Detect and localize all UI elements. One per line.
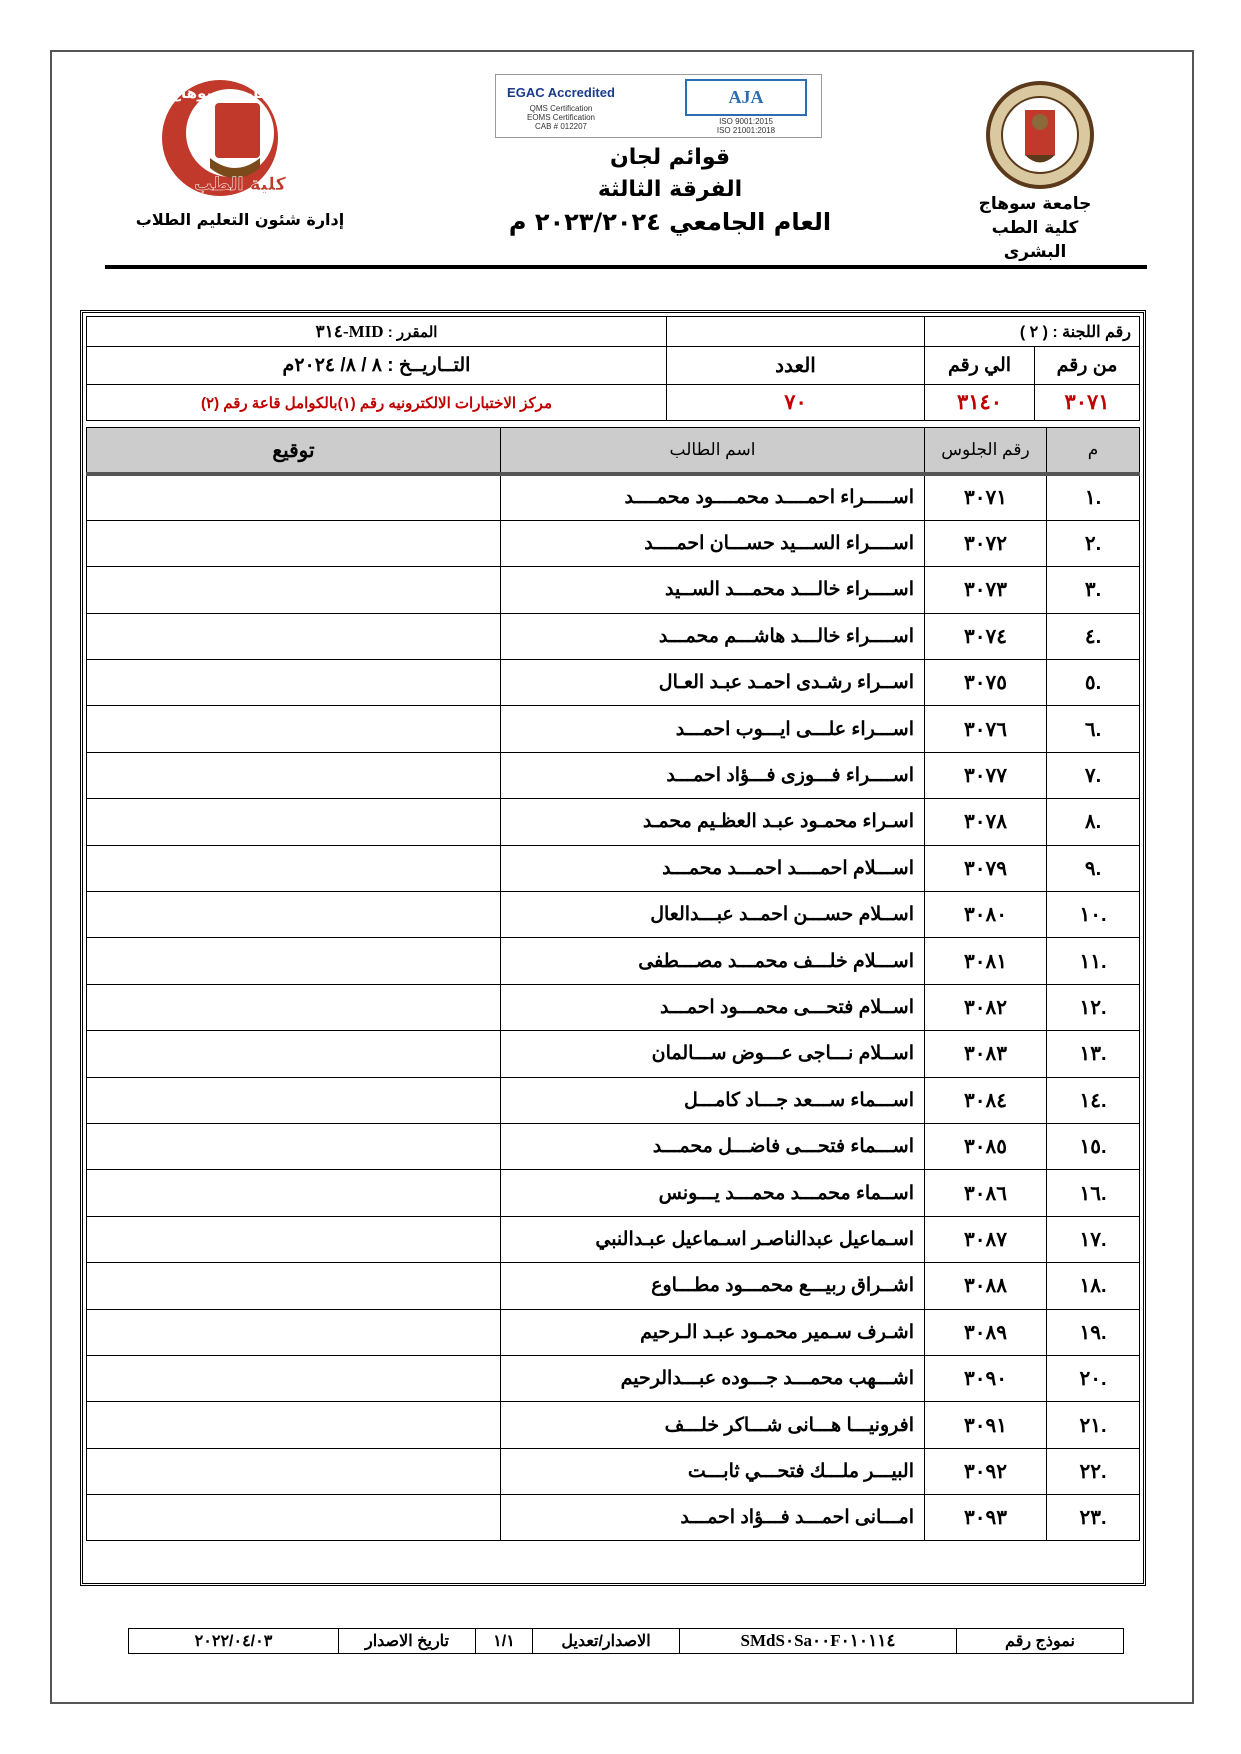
signature-cell [87,1448,501,1494]
table-row [87,660,1140,706]
signature-cell [87,1216,501,1262]
title-line1: قوائم لجان [609,145,731,170]
table-row [87,520,1140,566]
exam-date: التــاريــخ : ٨ / ٨/ ٢٠٢٤م [87,347,667,385]
table-row [87,1077,1140,1123]
seat-number: ٣٠٧٩ [925,845,1047,891]
seat-number: ٣٠٩٠ [925,1355,1047,1401]
student-name: اســراء رشـدى احمـد عبـد العـال [501,660,925,706]
college-label: كلية الطب البشرى [991,218,1079,262]
form-footer [128,1628,1124,1654]
signature-cell [87,1123,501,1169]
seat-number: ٣٠٩١ [925,1402,1047,1448]
seat-number: ٣٠٨٢ [925,984,1047,1030]
table-row [87,752,1140,798]
student-name: البيـــر ملـــك فتحـــي ثابـــت [501,1448,925,1494]
table-row [87,567,1140,613]
row-index: .١٣ [1047,1031,1140,1077]
student-name: اســــراء خالـــد هاشـــم محمـــد [501,613,925,659]
table-header-row [87,428,1140,475]
table-row [87,938,1140,984]
university-label: جامعة سوهاج [978,194,1092,214]
col-signature: توقيع [87,428,501,475]
from-value: ٣٠٧١ [1035,385,1140,421]
student-name: اســماء محمـــد محمـــد يـــونس [501,1170,925,1216]
row-index: .١٠ [1047,892,1140,938]
table-row [87,706,1140,752]
committee-sheet [80,310,1146,1586]
signature-cell [87,1309,501,1355]
table-row [87,892,1140,938]
signature-cell [87,660,501,706]
version-value: ١/١ [476,1629,533,1654]
blank-cell [667,317,925,347]
department-name: إدارة شئون التعليم الطلاب [135,210,345,229]
seat-number: ٣٠٧٣ [925,567,1047,613]
signature-cell [87,567,501,613]
signature-cell [87,1077,501,1123]
to-label: الي رقم [925,347,1035,385]
egac-sub2: EOMS Certification [526,113,596,122]
table-row [87,1448,1140,1494]
fac-logo-text1: جامعة سوهاج [170,84,270,102]
aja-sub1: ISO 9001:2015 [719,117,773,126]
table-row [87,1495,1140,1541]
table-row [87,1263,1140,1309]
student-name: اســلام فتحـــى محمـــود احمـــد [501,984,925,1030]
course-code: MID-٣١٤ [315,321,384,341]
student-name: اشــراق ربيـــع محمـــود مطـــاوع [501,1263,925,1309]
student-name: اســـــراء احمــــد محمــــود محمــــد [501,474,925,520]
course-label: المقرر : [387,323,438,341]
aja-text: AJA [728,87,764,107]
row-index: .١١ [1047,938,1140,984]
seat-number: ٣٠٨٠ [925,892,1047,938]
egac-sub1: QMS Certification [529,104,593,113]
seat-number: ٣٠٨٤ [925,1077,1047,1123]
egac-sub3: CAB # 012207 [534,122,588,131]
egac-text: EGAC Accredited [507,85,615,100]
student-name: اســـراء علـــى ايـــوب احمـــد [501,706,925,752]
student-name: امـــانى احمـــد فـــؤاد احمـــد [501,1495,925,1541]
signature-cell [87,520,501,566]
student-name: اســلام نـــاجى عـــوض ســـالمان [501,1031,925,1077]
row-index: .٢١ [1047,1402,1140,1448]
seat-number: ٣٠٨١ [925,938,1047,984]
signature-cell [87,1031,501,1077]
seat-number: ٣٠٨٥ [925,1123,1047,1169]
form-number-label: نموذج رقم [957,1629,1124,1654]
student-name: اســـلام احمــــد احمـــد محمـــد [501,845,925,891]
table-row [87,1123,1140,1169]
row-index: .٢٠ [1047,1355,1140,1401]
table-row [87,1031,1140,1077]
committee-info-table [86,316,1140,421]
seat-number: ٣٠٧٧ [925,752,1047,798]
student-name: اســــراء فـــوزى فـــؤاد احمـــد [501,752,925,798]
signature-cell [87,1355,501,1401]
signature-cell [87,1495,501,1541]
table-row [87,1170,1140,1216]
row-index: .٢٣ [1047,1495,1140,1541]
student-name: اســـلام خلـــف محمـــد مصـــطفى [501,938,925,984]
university-name [960,192,1110,264]
course-cell [87,317,667,347]
signature-cell [87,845,501,891]
student-name: اســلام حســـن احمــد عبـــدالعال [501,892,925,938]
table-row [87,1309,1140,1355]
row-index: .٦ [1047,706,1140,752]
student-name: اسـماعيل عبدالناصـر اسـماعيل عبـدالنبي [501,1216,925,1262]
table-row [87,1402,1140,1448]
signature-cell [87,1170,501,1216]
table-row [87,474,1140,520]
col-student-name: اسم الطالب [501,428,925,475]
student-name: اســــراء خالـــد محمـــد الســيد [501,567,925,613]
student-name: اســـماء فتحـــى فاضـــل محمـــد [501,1123,925,1169]
students-table [86,427,1140,1541]
signature-cell [87,984,501,1030]
seat-number: ٣٠٨٧ [925,1216,1047,1262]
header-divider [105,265,1147,269]
row-index: .١٩ [1047,1309,1140,1355]
student-name: اســـماء ســـعد جـــاد كامـــل [501,1077,925,1123]
certification-badges [495,74,822,138]
university-logo [985,80,1095,190]
faculty-logo [120,78,320,198]
form-code: SMdS٠Sa٠٠F٠١٠١١٤ [680,1629,957,1654]
row-index: .١٤ [1047,1077,1140,1123]
table-row [87,613,1140,659]
committee-number: رقم اللجنة : ( ٢ ) [925,317,1140,347]
student-rows [87,474,1140,1541]
row-index: .٩ [1047,845,1140,891]
signature-cell [87,752,501,798]
table-row [87,1355,1140,1401]
issue-date-value: ٢٠٢٢/٠٤/٠٣ [129,1629,339,1654]
row-index: .٢ [1047,520,1140,566]
signature-cell [87,938,501,984]
seat-number: ٣٠٧٤ [925,613,1047,659]
row-index: .٤ [1047,613,1140,659]
col-index: م [1047,428,1140,475]
row-index: .١ [1047,474,1140,520]
table-row [87,799,1140,845]
seat-number: ٣٠٩٣ [925,1495,1047,1541]
seat-number: ٣٠٧٢ [925,520,1047,566]
issue-date-label: تاريخ الاصدار [339,1629,476,1654]
to-value: ٣١٤٠ [925,385,1035,421]
signature-cell [87,706,501,752]
row-index: .١٥ [1047,1123,1140,1169]
signature-cell [87,474,501,520]
table-row [87,845,1140,891]
student-name: اســــراء الســـيد حســـان احمــــد [501,520,925,566]
version-label: الاصدار/تعديل [533,1629,680,1654]
row-index: .١٦ [1047,1170,1140,1216]
seat-number: ٣٠٩٢ [925,1448,1047,1494]
seat-number: ٣٠٨٨ [925,1263,1047,1309]
document-title [480,142,860,238]
table-row [87,984,1140,1030]
row-index: .٢٢ [1047,1448,1140,1494]
row-index: .٨ [1047,799,1140,845]
document-header [100,70,1150,260]
fac-logo-text2: كلية الطب [194,174,286,195]
signature-cell [87,613,501,659]
seat-number: ٣٠٧٦ [925,706,1047,752]
academic-year: العام الجامعي ٢٠٢٣/٢٠٢٤ م [508,208,832,236]
seat-number: ٣٠٨٣ [925,1031,1047,1077]
signature-cell [87,1263,501,1309]
aja-sub2: ISO 21001:2018 [716,126,776,135]
row-index: .٧ [1047,752,1140,798]
from-label: من رقم [1035,347,1140,385]
student-name: اشـرف سـمير محمـود عبـد الـرحيم [501,1309,925,1355]
student-name: افرونيـــا هـــانى شـــاكر خلـــف [501,1402,925,1448]
student-name: اشـــهب محمـــد جـــوده عبـــدالرحيم [501,1355,925,1401]
signature-cell [87,799,501,845]
signature-cell [87,1402,501,1448]
exam-location: مركز الاختبارات الالكترونيه رقم (١)بالكوامل قاعة رقم (٢) [87,385,667,421]
row-index: .١٨ [1047,1263,1140,1309]
col-seat-number: رقم الجلوس [925,428,1047,475]
student-name: اسـراء محمـود عبـد العظـيم محمـد [501,799,925,845]
row-index: .١٧ [1047,1216,1140,1262]
certification-icon [496,75,821,137]
count-label: العدد [667,347,925,385]
seat-number: ٣٠٧١ [925,474,1047,520]
row-index: .٣ [1047,567,1140,613]
seat-number: ٣٠٧٨ [925,799,1047,845]
signature-cell [87,892,501,938]
table-row [87,1216,1140,1262]
row-index: .٥ [1047,660,1140,706]
row-index: .١٢ [1047,984,1140,1030]
count-value: ٧٠ [667,385,925,421]
seat-number: ٣٠٨٦ [925,1170,1047,1216]
title-line2: الفرقة الثالثة [597,177,743,202]
seat-number: ٣٠٧٥ [925,660,1047,706]
seat-number: ٣٠٨٩ [925,1309,1047,1355]
